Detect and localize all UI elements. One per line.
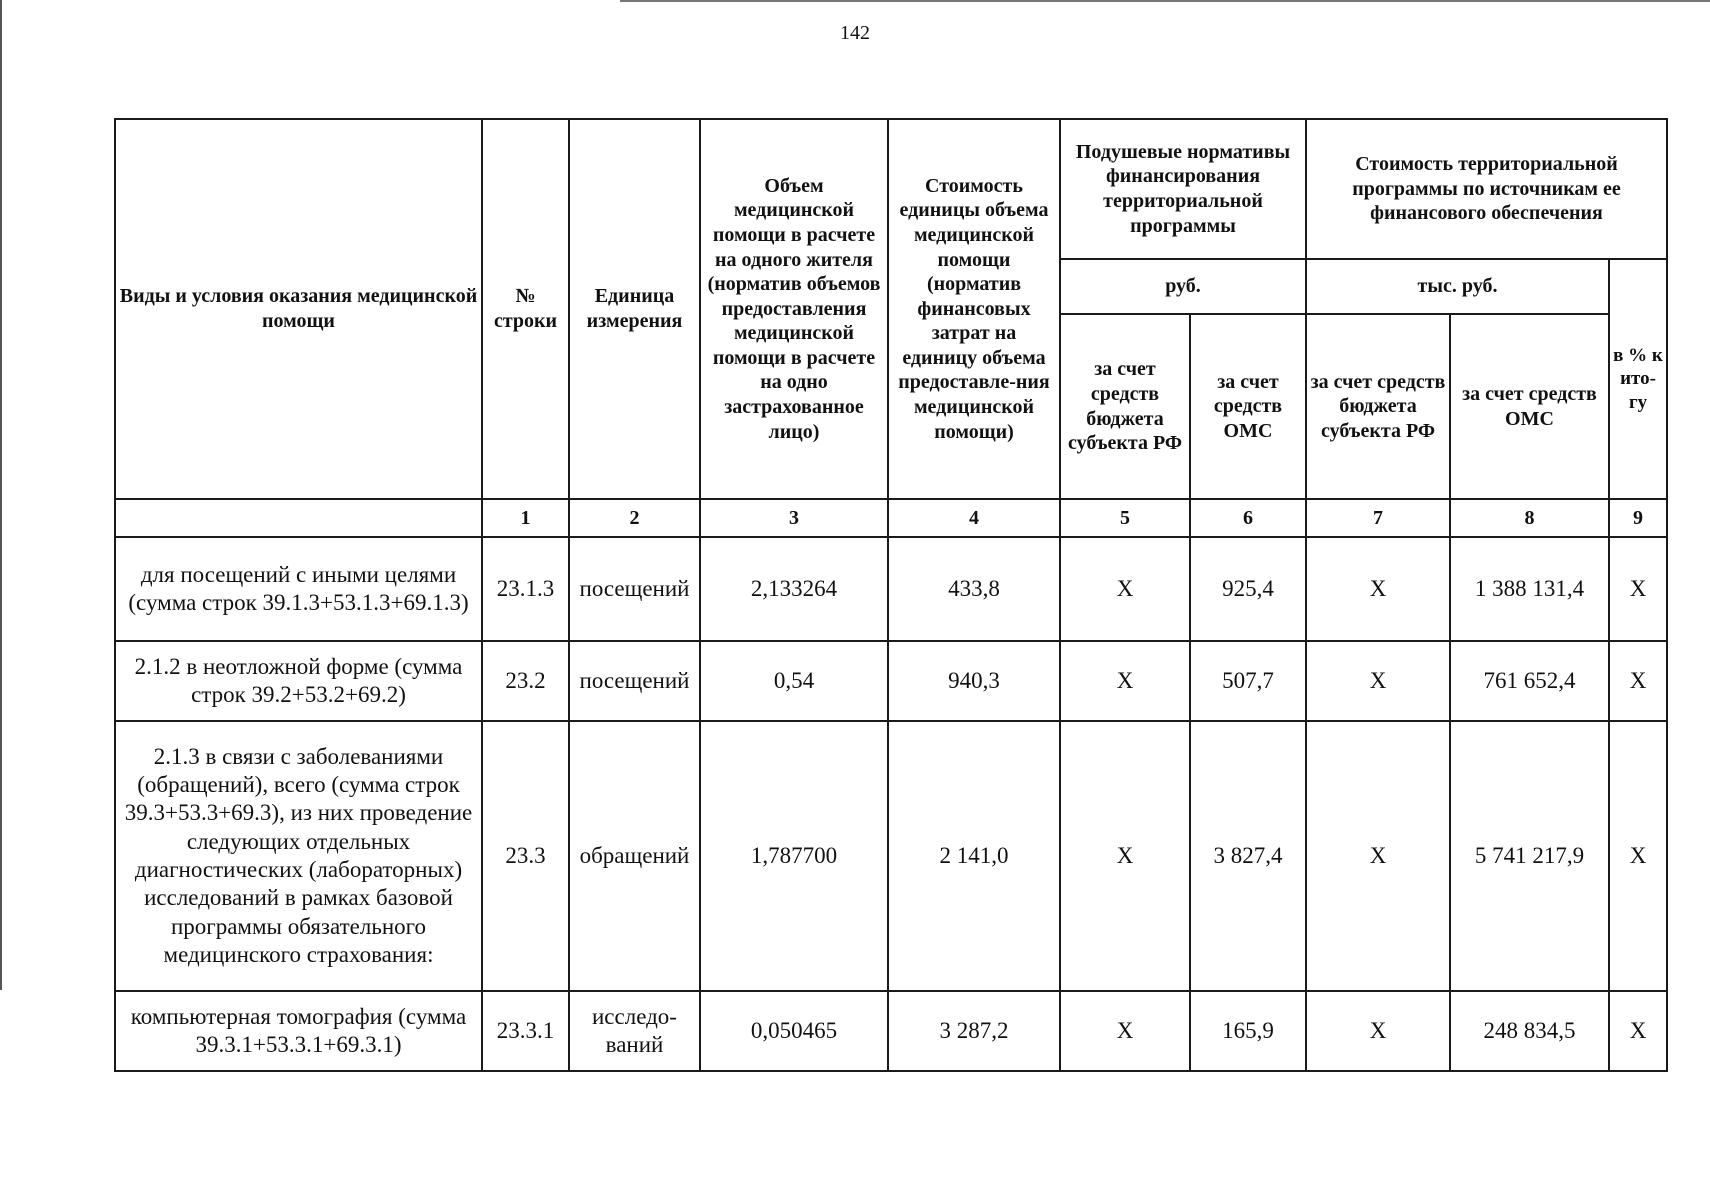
row-norm-budget: Х: [1060, 537, 1190, 641]
row-total-budget: Х: [1306, 641, 1450, 721]
column-number: 1: [482, 499, 569, 537]
table-row: [115, 641, 1667, 721]
column-number: [115, 499, 482, 537]
row-volume: 0,050465: [700, 991, 888, 1071]
row-percent: Х: [1609, 537, 1667, 641]
row-unit-cost: 940,3: [888, 641, 1060, 721]
table-row: [115, 721, 1667, 991]
row-total-oms: 1 388 131,4: [1450, 537, 1609, 641]
row-unit-cost: 3 287,2: [888, 991, 1060, 1071]
column-number: 5: [1060, 499, 1190, 537]
row-total-budget: Х: [1306, 991, 1450, 1071]
row-norm-oms: 165,9: [1190, 991, 1306, 1071]
row-number: 23.3.1: [482, 991, 569, 1071]
row-unit-cost: 433,8: [888, 537, 1060, 641]
row-volume: 1,787700: [700, 721, 888, 991]
header-volume: Объем медицинской помощи в расчете на одного жителя (норматив объемов предоставления медицинской помощи в расчете на одно застрахованное лицо): [700, 119, 888, 499]
header-group-norms: Подушевые нормативы финансирования территориальной программы: [1060, 119, 1306, 259]
row-total-oms: 5 741 217,9: [1450, 721, 1609, 991]
row-percent: Х: [1609, 991, 1667, 1071]
column-number: 2: [569, 499, 700, 537]
row-total-budget: Х: [1306, 537, 1450, 641]
row-norm-oms: 3 827,4: [1190, 721, 1306, 991]
column-number: 3: [700, 499, 888, 537]
column-number: 8: [1450, 499, 1609, 537]
column-number: 7: [1306, 499, 1450, 537]
row-unit: обращений: [569, 721, 700, 991]
scan-edge-left: [0, 0, 2, 990]
row-number: 23.3: [482, 721, 569, 991]
header-group-program-cost: Стоимость территориальной программы по источникам ее финансового обеспечения: [1306, 119, 1667, 259]
row-number: 23.1.3: [482, 537, 569, 641]
column-number: 9: [1609, 499, 1667, 537]
column-number: 6: [1190, 499, 1306, 537]
row-total-oms: 761 652,4: [1450, 641, 1609, 721]
row-number: 23.2: [482, 641, 569, 721]
row-volume: 2,133264: [700, 537, 888, 641]
row-name: компьютерная томография (сумма 39.3.1+53.3.1+69.3.1): [115, 991, 482, 1071]
row-unit: исследо-ваний: [569, 991, 700, 1071]
row-norm-oms: 925,4: [1190, 537, 1306, 641]
table-row: [115, 537, 1667, 641]
column-number: 4: [888, 499, 1060, 537]
financing-table: [114, 118, 1668, 1072]
row-norm-budget: Х: [1060, 721, 1190, 991]
row-norm-budget: Х: [1060, 991, 1190, 1071]
header-unit-thousand-rub: тыс. руб.: [1306, 259, 1609, 314]
header-percent-of-total: в % к ито-гу: [1609, 259, 1667, 499]
header-norm-budget: за счет средств бюджета субъекта РФ: [1060, 314, 1190, 499]
header-total-oms: за счет средств ОМС: [1450, 314, 1609, 499]
row-unit-cost: 2 141,0: [888, 721, 1060, 991]
header-unit-cost: Стоимость единицы объема медицинской помощи (норматив финансовых затрат на единицу объема предоставле-ния медицинской помощи): [888, 119, 1060, 499]
row-total-oms: 248 834,5: [1450, 991, 1609, 1071]
scan-edge-top: [620, 0, 1710, 2]
row-total-budget: Х: [1306, 721, 1450, 991]
row-percent: Х: [1609, 641, 1667, 721]
row-name: 2.1.2 в неотложной форме (сумма строк 39.2+53.2+69.2): [115, 641, 482, 721]
header-kind: Виды и условия оказания медицинской помощи: [115, 119, 482, 499]
header-total-budget: за счет средств бюджета субъекта РФ: [1306, 314, 1450, 499]
row-name: для посещений с иными целями (сумма строк 39.1.3+53.1.3+69.1.3): [115, 537, 482, 641]
page-number: 142: [840, 22, 870, 44]
row-norm-oms: 507,7: [1190, 641, 1306, 721]
header-unit: Единица измерения: [569, 119, 700, 499]
header-row-number: № строки: [482, 119, 569, 499]
row-norm-budget: Х: [1060, 641, 1190, 721]
row-unit: посещений: [569, 537, 700, 641]
row-unit: посещений: [569, 641, 700, 721]
table-row: [115, 991, 1667, 1071]
header-norm-oms: за счет средств ОМС: [1190, 314, 1306, 499]
row-percent: Х: [1609, 721, 1667, 991]
row-volume: 0,54: [700, 641, 888, 721]
row-name: 2.1.3 в связи с заболеваниями (обращений), всего (сумма строк 39.3+53.3+69.3), из них проведение следующих отдельных диагностических (лабораторных) исследований в рамках базовой программы обязательного медицинского страхования:: [115, 721, 482, 991]
header-unit-rub: руб.: [1060, 259, 1306, 314]
